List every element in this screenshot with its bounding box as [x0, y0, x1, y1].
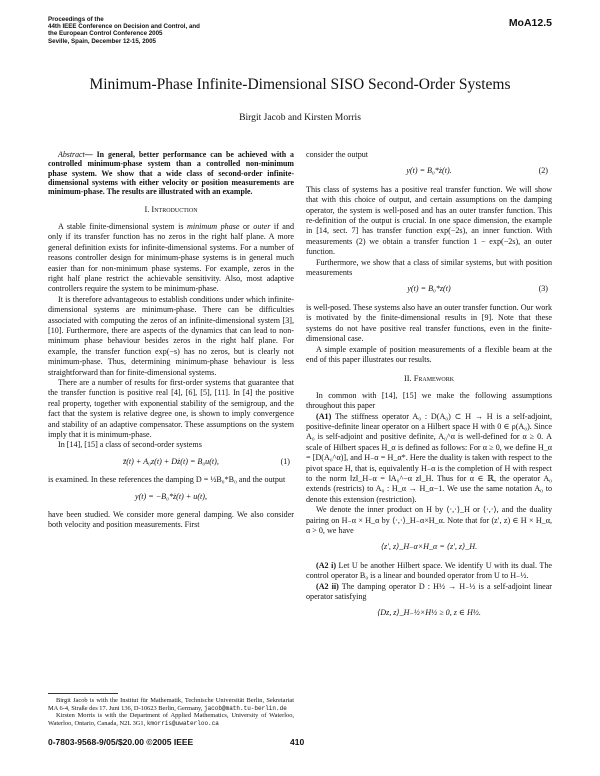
text-run: A stable finite-dimensional system is	[58, 221, 187, 231]
abstract-label: Abstract	[58, 150, 85, 159]
right-column	[306, 150, 552, 627]
footnote-1-text: Birgit Jacob is with the Institut für Mathematik, Technische Universität Berlin, Sekretariat MA 6-4, Straße des 17. Juni 136, D-10623 Berlin, Germany,	[48, 697, 294, 712]
text-run: or	[239, 221, 254, 231]
header-line-3: the European Control Conference 2005	[48, 30, 163, 38]
equation-1-number: (1)	[280, 456, 290, 466]
equation-1-body: z̈(t) + A₀z(t) + Dż(t) = B₀u(t),	[123, 456, 219, 466]
footnotes	[48, 697, 294, 727]
right-paragraph-3: Furthermore, we show that a class of similar systems, but with position measurements	[306, 257, 552, 278]
equation-duality-body: ⟨z′, z⟩_H₋α×H_α = ⟨z′, z⟩_H.	[380, 542, 478, 552]
assumption-a2i-text: Let U be another Hilbert space. We identify U with its dual. The control operator B₀ is a linear and bounded operator from U to H₋½.	[306, 560, 552, 581]
footnote-1-email: jacob@math.tu-berlin.de	[203, 704, 287, 712]
header-line-1: Proceedings of the	[48, 16, 104, 23]
assumption-a1	[306, 412, 552, 506]
left-column	[48, 150, 294, 531]
equation-damping-body: ⟨Dz, z⟩_H₋½×H½ ≥ 0, z ∈ H½.	[377, 608, 481, 618]
assumption-a2ii	[306, 582, 552, 603]
header-line-2: 44th IEEE Conference on Decision and Control, and	[48, 23, 200, 31]
right-paragraph-2: This class of systems has a positive real transfer function. We will show that with this choice of output, and certain assumptions on the damping operator, the system is well-posed and has an outer transfer function. This re-definition of the output is crucial. In one space dimension, the example in [14, sect. 7] has transfer function exp(−2s), an inner function. With measurements (2) we obtain a transfer function 1 − exp(−2s), an outer function.	[306, 184, 552, 257]
paper-title: Minimum-Phase Infinite-Dimensional SISO Second-Order Systems	[89, 76, 511, 93]
assumption-a2ii-text: The damping operator D : H½ → H₋½ is a self-adjoint linear operator satisfying	[306, 581, 552, 602]
footnote-2	[48, 712, 294, 727]
header-line-4: Seville, Spain, December 12-15, 2005	[48, 37, 157, 45]
equation-duality	[306, 542, 552, 552]
section-heading-framework: II. Framework	[403, 374, 455, 384]
section-heading-introduction: I. Introduction	[144, 205, 198, 215]
equation-3-body: y(t) = B₀*z(t)	[407, 284, 451, 294]
equation-2-body: y(t) = B₀*ż(t).	[406, 166, 452, 176]
intro-paragraph-4: In [14], [15] a class of second-order systems	[58, 440, 202, 450]
footer-isbn: 0-7803-9568-9/05/$20.00 ©2005 IEEE	[48, 737, 194, 747]
equation-2-number: (2)	[538, 166, 548, 176]
session-code: MoA12.5	[508, 17, 552, 29]
intro-paragraph-6: have been studied. We consider more general damping. We also consider both velocity and position measurements. First	[48, 510, 294, 530]
intro-paragraph-2: It is therefore advantageous to establish conditions under which infinite-dimensional systems are minimum-phase. There can be difficulties associated with computing the zeros of an infinite-dimensional system [3], [10]. Furthermore, there are aspects of the dynamics that can lead to non-minimum phase behaviour besides zeros in the right half plane. For example, the transfer function exp(−s) has no zeros, but is clearly not minimum-phase. Thus, determining minimum-phase behaviour is less straightforward than for finite-dimensional systems.	[48, 294, 294, 377]
assumption-a1-text: The stiffness operator A₀ : D(A₀) ⊂ H → H is a self-adjoint, positive-definite linear operator on a Hilbert space H with 0 ∈ ρ(A₀). Since A₀ is self-adjoint and positive definite, A₀^α is well-defined for α ≥ 0. A scale of Hilbert spaces H_α is defined as follows: For α ≥ 0, we define H_α = [D(A₀^α)], and H₋α = H_α*. Here the duality is taken with respect to the pivot space H, that is, equivalently H₋α is the completion of H with respect to the norm ‖z‖_H₋α = ‖A₀^−α z‖_H. Thus for α ∈ ℝ, the operator A₀ extends (restricts) to A₀ : H_α → H_α−1. We use the same notation A₀ to denote this extension (restriction).	[306, 411, 552, 504]
intro-paragraph-5: is examined. In these references the damping D = ½B₀*B₀ and the output	[48, 475, 286, 485]
paper-authors: Birgit Jacob and Kirsten Morris	[239, 112, 361, 123]
equation-3	[306, 284, 552, 294]
emphasis-outer: outer	[253, 221, 271, 231]
assumption-a2ii-label: (A2 ii)	[316, 581, 339, 591]
equation-output-a-body: y(t) = −B₀*ż(t) + u(t),	[134, 491, 207, 501]
emphasis-minimum-phase: minimum phase	[187, 221, 240, 231]
equation-output-a	[48, 492, 294, 502]
abstract-text: — In general, better performance can be achieved with a controlled minimum-phase system than a controlled non-minimum phase system. We show that a wide class of second-order infinite-dimensional systems with either velocity or position measurements are minimum-phase. The results are illustrated with an example.	[48, 150, 294, 197]
right-paragraph-7: We denote the inner product on H by ⟨·,·⟩_H or ⟨·,·⟩, and the duality pairing on H₋α × H_α by ⟨·,·⟩_H₋α×H_α. Note that for (z′, z) ∈ H × H_α, α > 0, we have	[306, 505, 552, 535]
intro-paragraph-1	[48, 222, 294, 295]
footnote-2-text: Kirsten Morris is with the Department of Applied Mathematics, University of Waterloo, Waterloo, Ontario, Canada, N2L 3G1,	[48, 712, 294, 727]
text-run: if and only if its transfer function has no zeros in the right half plane. A more general definition exists for infinite-dimensional systems. For a number of reasons controller design for minimum-phase systems is in general much easier than for non-minimum phase systems. For example, zeros in the right half plane restrict the achievable sensitivity. Also, most adaptive controllers require the system to be minimum-phase.	[48, 221, 294, 294]
proceedings-header	[48, 16, 200, 45]
assumption-a1-label: (A1)	[316, 411, 332, 421]
footnote-2-email: kmorris@uwaterloo.ca	[146, 719, 219, 727]
equation-1	[48, 457, 294, 467]
equation-3-number: (3)	[538, 284, 548, 294]
footnote-1	[48, 697, 294, 712]
page-number: 410	[290, 737, 305, 747]
intro-paragraph-3: There are a number of results for first-order systems that guarantee that the transfer function is positive real [4], [6], [5], [11]. In [4] the positive real property, together with exponential stability of the semigroup, and the fact that the system is relative degree one, is shown to imply convergence and stability of an adaptive compensator. These assumptions on the system imply that it is minimum-phase.	[48, 377, 294, 440]
abstract	[48, 150, 294, 196]
right-paragraph-5: A simple example of position measurements of a flexible beam at the end of this paper illustrates our results.	[306, 344, 552, 364]
right-paragraph-6: In common with [14], [15] we make the following assumptions throughout this paper	[306, 390, 552, 411]
right-paragraph-4: is well-posed. These systems also have an outer transfer function. Our work is motivated by the finite-dimensional results in [9]. Note that these systems do not have positive real transfer functions, even in the finite-dimensional case.	[306, 302, 552, 344]
equation-damping	[306, 608, 552, 618]
assumption-a2i	[306, 561, 552, 582]
right-paragraph-1: consider the output	[306, 150, 369, 159]
equation-2	[306, 166, 552, 176]
assumption-a2i-label: (A2 i)	[316, 560, 337, 570]
footnote-rule	[48, 693, 118, 694]
